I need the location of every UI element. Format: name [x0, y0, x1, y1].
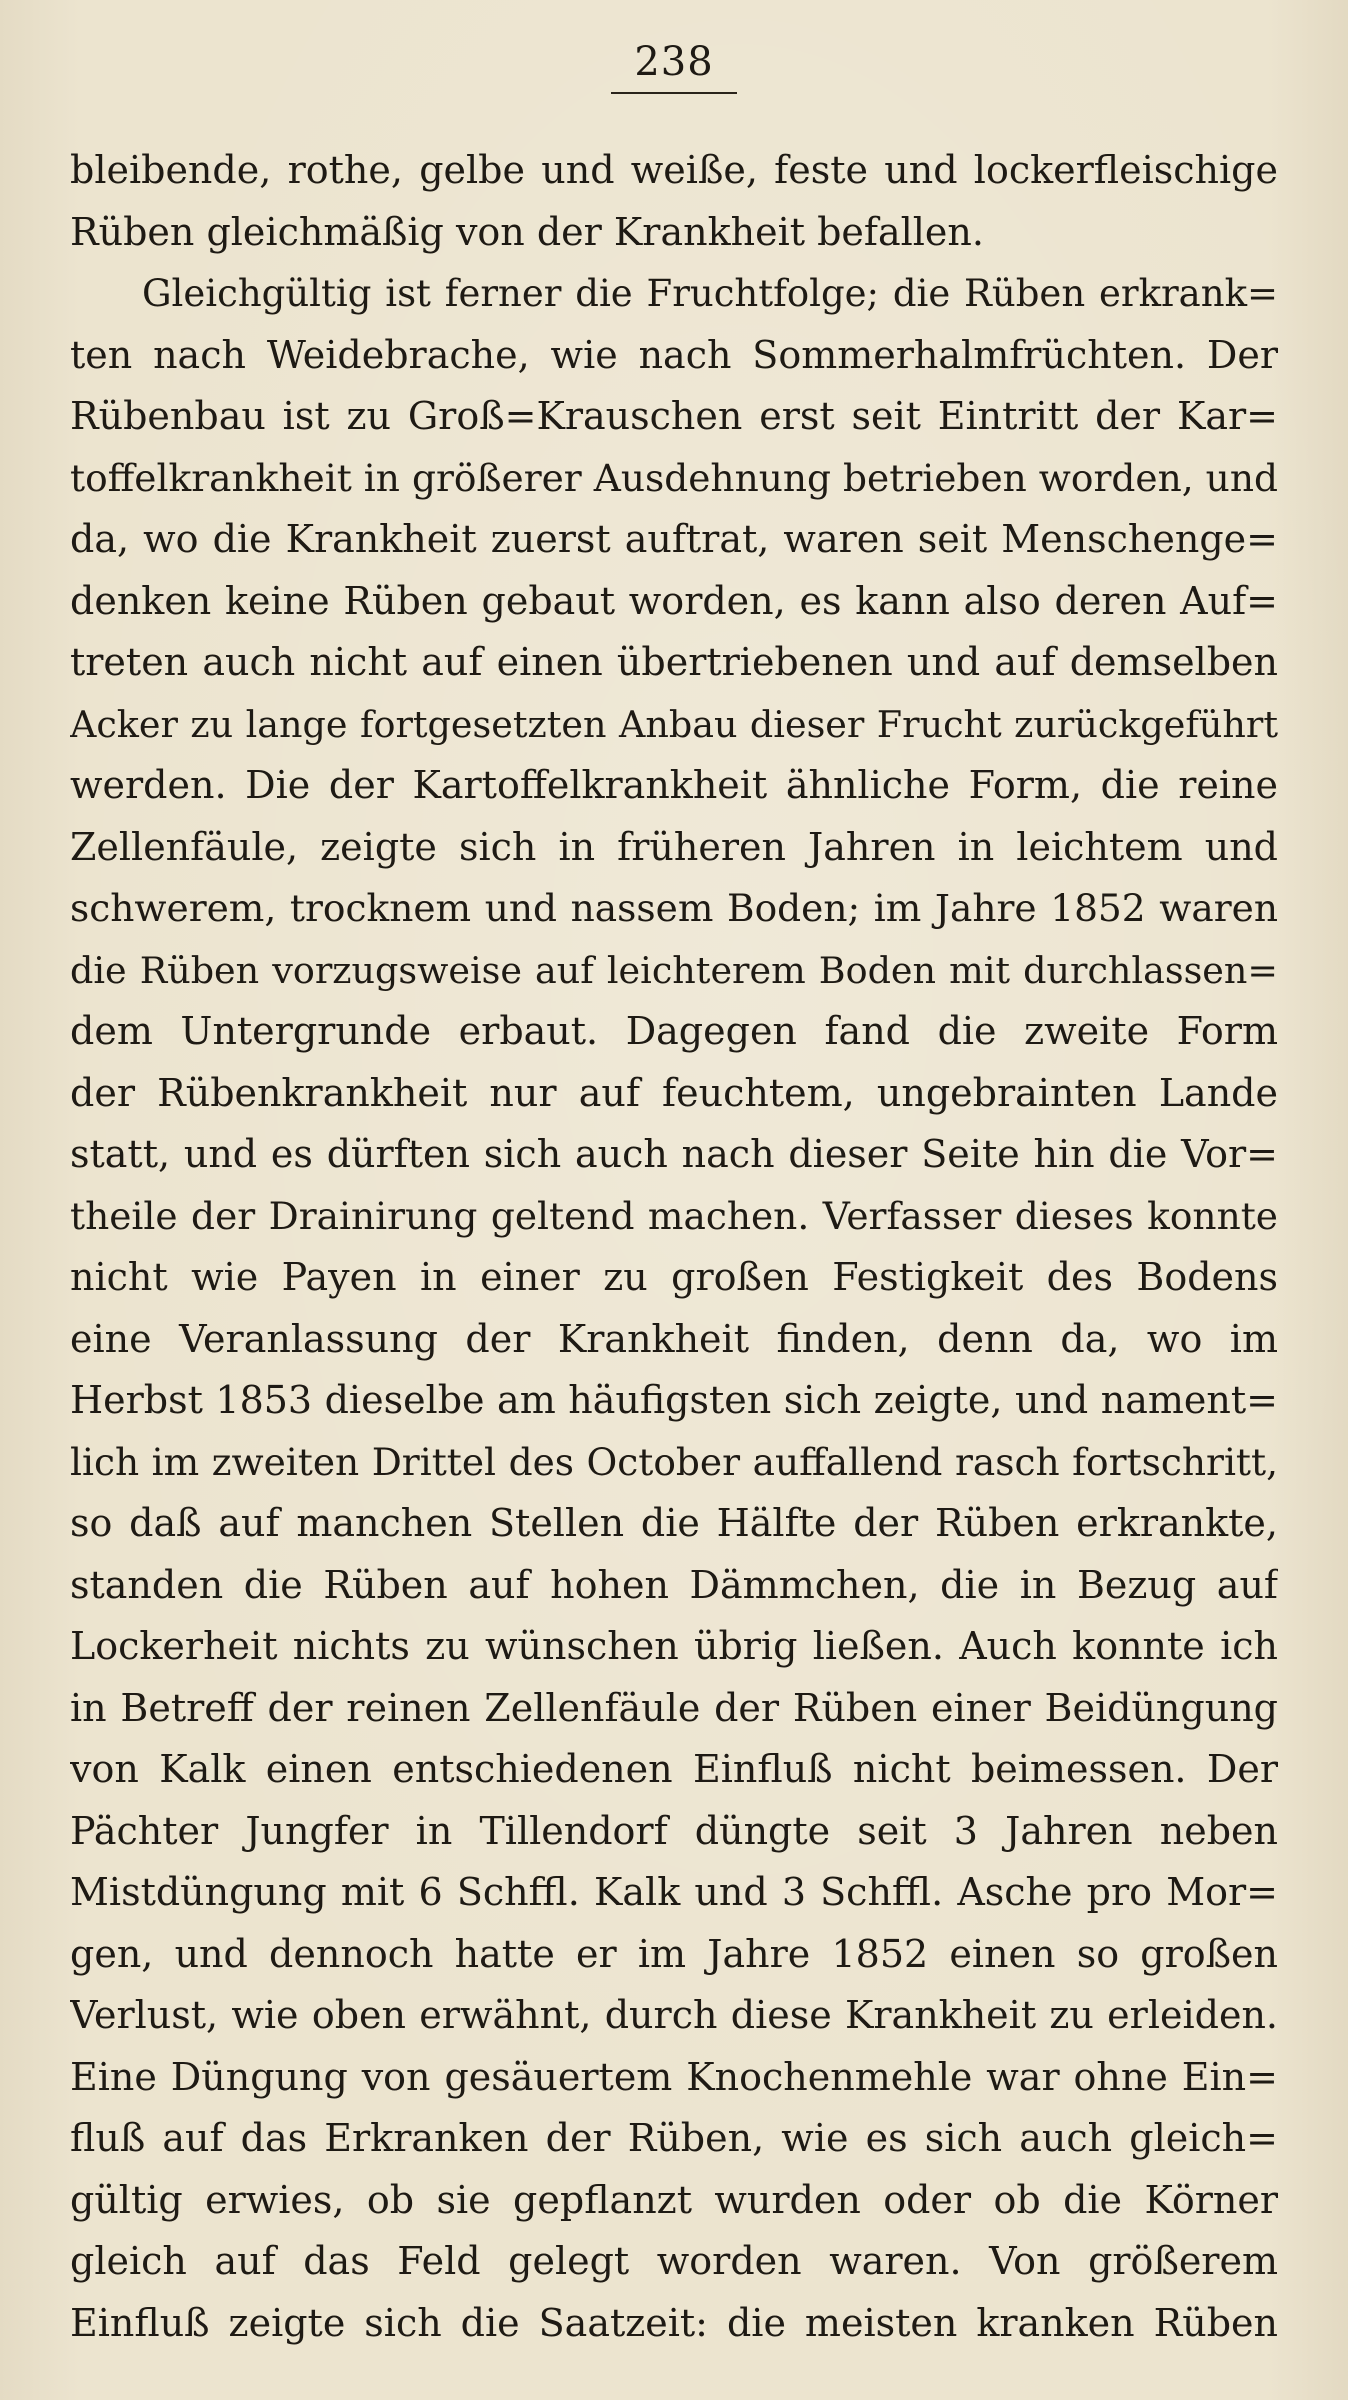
text-line: Gleichgültig ist ferner die Fruchtfolge; die Rüben erkrank=	[142, 272, 1278, 315]
text-line: Einfluß zeigte sich die Saatzeit: die meisten kranken Rüben	[70, 2300, 1278, 2345]
text-line: statt, und es dürften sich auch nach dieser Seite hin die Vor=	[70, 1132, 1278, 1176]
text-line: standen die Rüben auf hohen Dämmchen, die in Bezug auf	[70, 1562, 1278, 1607]
text-line: treten auch nicht auf einen übertriebenen und auf demselben	[70, 640, 1278, 684]
text-line: so daß auf manchen Stellen die Hälfte der Rüben erkrankte,	[70, 1501, 1278, 1545]
text-line: Lockerheit nichts zu wünschen übrig ließen. Auch konnte ich	[70, 1624, 1278, 1668]
text-line: Herbst 1853 dieselbe am häufigsten sich zeigte, und nament=	[70, 1378, 1278, 1422]
text-line: der Rübenkrankheit nur auf feuchtem, ungebrainten Lande	[70, 1070, 1278, 1115]
text-line: gen, und dennoch hatte er im Jahre 1852 einen so großen	[70, 1931, 1278, 1976]
text-line: gleich auf das Feld gelegt worden waren. Von größerem	[70, 2239, 1278, 2283]
text-line: dem Untergrunde erbaut. Dagegen fand die zweite Form	[70, 1009, 1278, 1053]
text-line: bleibende, rothe, gelbe und weiße, feste und lockerfleischige	[70, 148, 1278, 192]
text-line: eine Veranlassung der Krankheit finden, denn da, wo im	[70, 1316, 1278, 1361]
text-line: gültig erwies, ob sie gepflanzt wurden oder ob die Körner	[70, 2177, 1278, 2222]
text-line: Rübenbau ist zu Groß=Krauschen erst seit Eintritt der Kar=	[70, 394, 1278, 438]
text-line: schwerem, trocknem und nassem Boden; im Jahre 1852 waren	[70, 886, 1278, 930]
text-line: fluß auf das Erkranken der Rüben, wie es sich auch gleich=	[70, 2116, 1278, 2160]
text-line: theile der Drainirung geltend machen. Verfasser dieses konnte	[70, 1193, 1278, 1238]
text-line: von Kalk einen entschiedenen Einfluß nicht beimessen. Der	[70, 1747, 1278, 1791]
text-line: lich im zweiten Drittel des October auffallend rasch fortschritt,	[70, 1439, 1278, 1484]
text-line: da, wo die Krankheit zuerst auftrat, waren seit Menschenge=	[70, 517, 1278, 561]
text-line: werden. Die der Kartoffelkrankheit ähnliche Form, die reine	[70, 763, 1278, 807]
text-line: Eine Düngung von gesäuertem Knochenmehle war ohne Ein=	[70, 2054, 1278, 2099]
text-line: Pächter Jungfer in Tillendorf düngte seit 3 Jahren neben	[70, 1808, 1278, 1853]
text-line: Verlust, wie oben erwähnt, durch diese Krankheit zu erleiden.	[70, 1993, 1278, 2037]
text-line: die Rüben vorzugsweise auf leichterem Boden mit durchlassen=	[70, 948, 1278, 992]
text-line: Rüben gleichmäßig von der Krankheit befallen.	[70, 209, 984, 254]
text-line: in Betreff der reinen Zellenfäule der Rüben einer Beidüngung	[70, 1685, 1278, 1730]
text-line: Mistdüngung mit 6 Schffl. Kalk und 3 Schffl. Asche pro Mor=	[70, 1870, 1278, 1914]
text-line: Acker zu lange fortgesetzten Anbau dieser Frucht zurückgeführt	[70, 702, 1278, 746]
header-rule	[611, 92, 737, 94]
text-line: toffelkrankheit in größerer Ausdehnung betrieben worden, und	[70, 455, 1278, 500]
page-header	[0, 38, 1348, 94]
text-line: Zellenfäule, zeigte sich in früheren Jahren in leichtem und	[70, 824, 1278, 869]
text-line: nicht wie Payen in einer zu großen Festigkeit des Bodens	[70, 1255, 1278, 1299]
text-line: ten nach Weidebrache, wie nach Sommerhalmfrüchten. Der	[70, 332, 1278, 377]
body-text	[70, 140, 1278, 2354]
text-line: denken keine Rüben gebaut worden, es kann also deren Auf=	[70, 578, 1278, 623]
page-number: 238	[634, 39, 714, 85]
